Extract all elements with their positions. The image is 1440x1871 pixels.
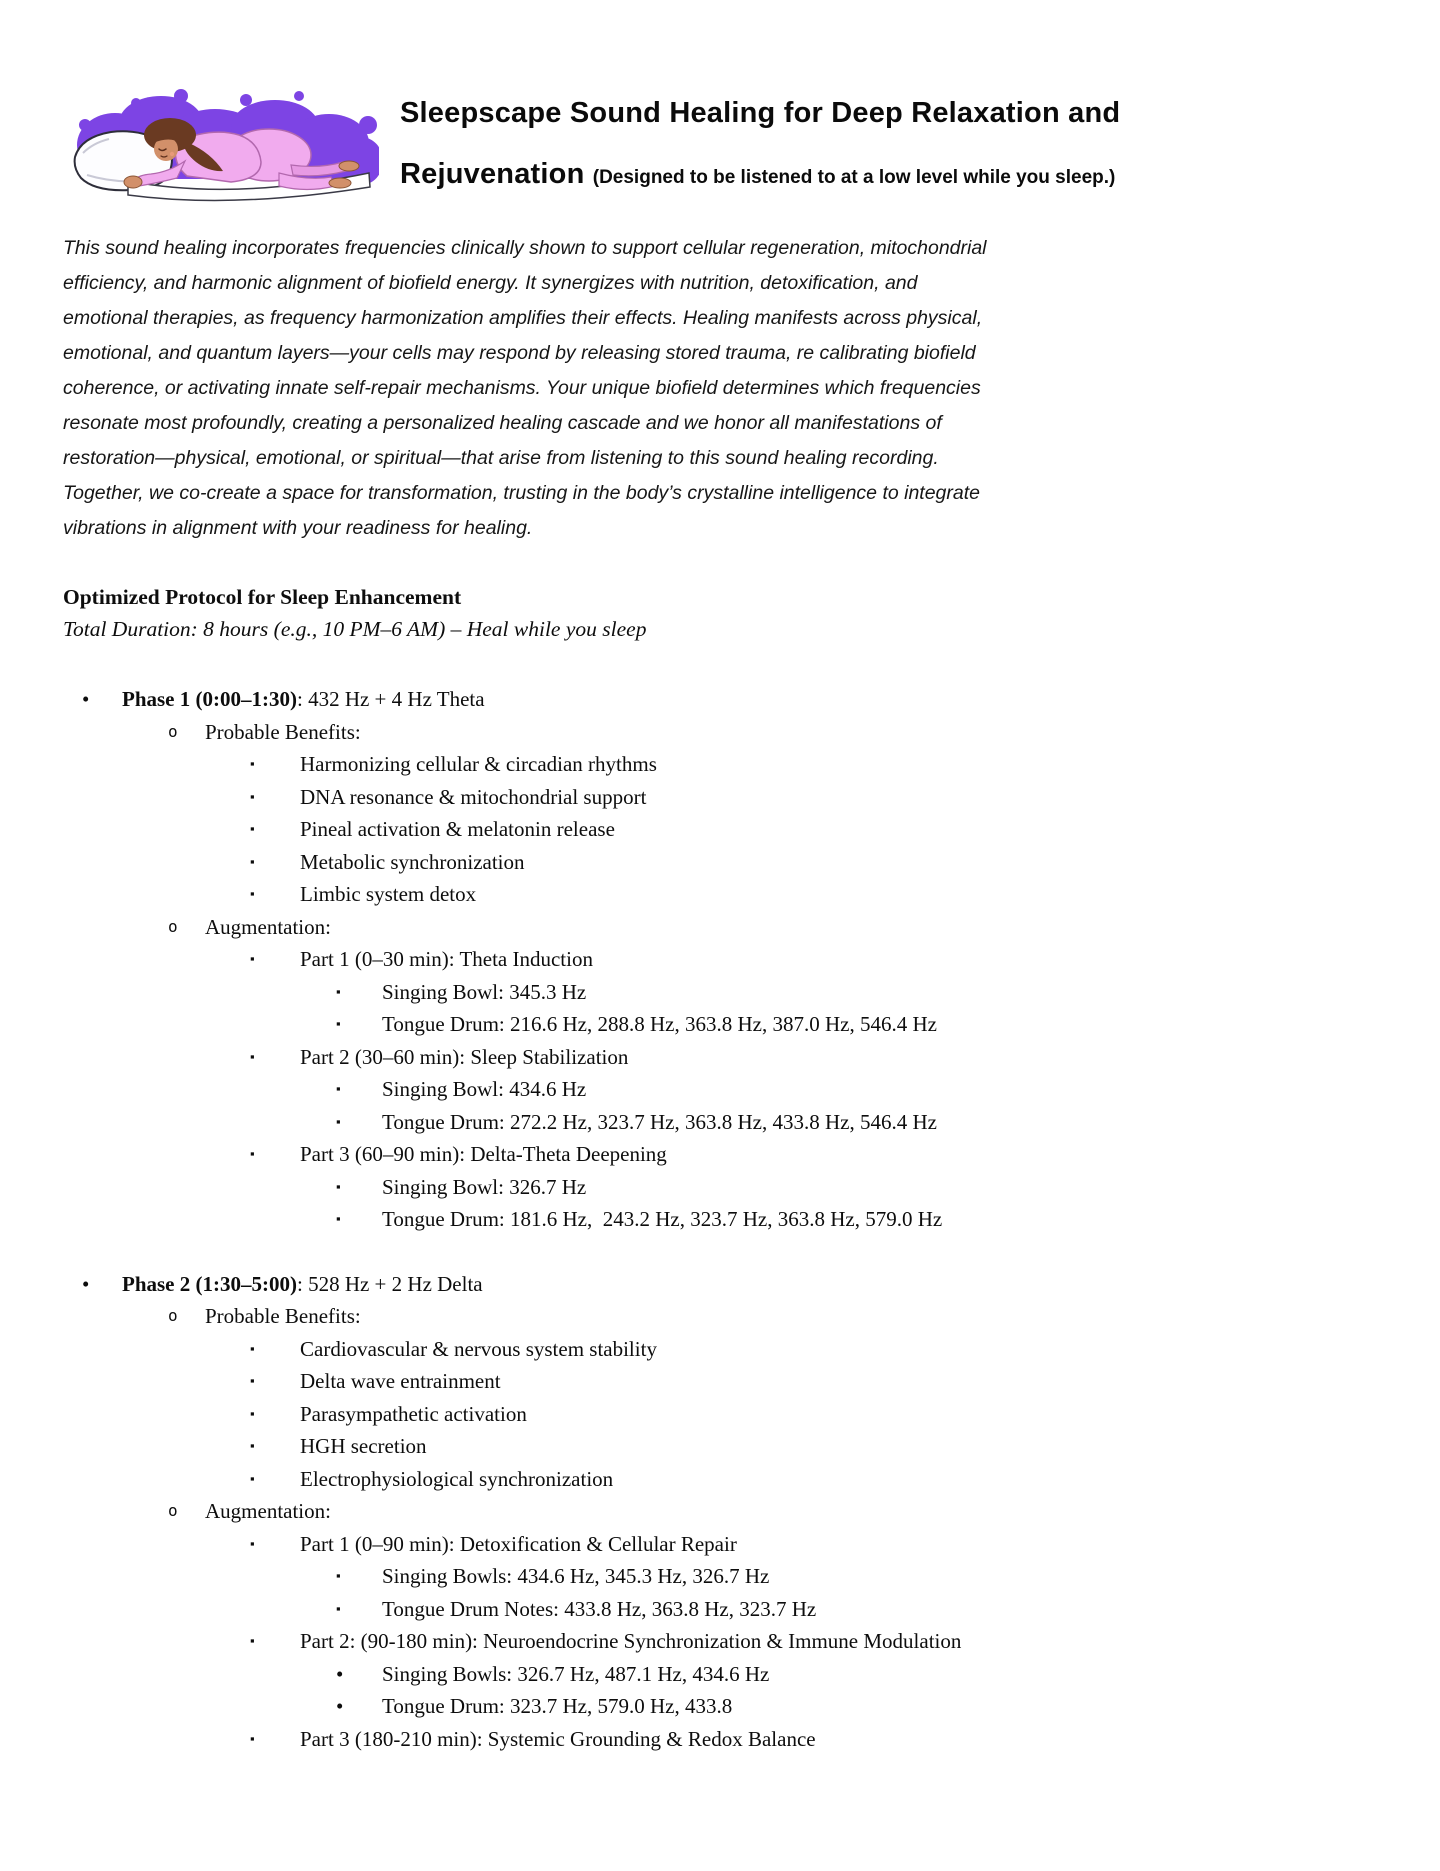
square-bullet-icon: ▪ [250,821,255,836]
title-line-1: Sleepscape Sound Healing for Deep Relaxation and [400,97,1121,129]
list-item [0,878,1440,911]
protocol-list [0,683,1440,1755]
list-item [0,1106,1440,1139]
square-bullet-icon: ▪ [250,886,255,901]
square-bullet-icon: ▪ [336,1568,341,1583]
square-bullet-icon: ▪ [336,1016,341,1031]
intro-line: This sound healing incorporates frequencies clinically shown to support cellular regeneration, mitochondrial [63,237,987,259]
list-item [0,1495,1440,1528]
list-item-text: Phase 2 (1:30–5:00): 528 Hz + 2 Hz Delta [122,1271,483,1296]
list-item-text: Singing Bowl: 345.3 Hz [382,979,587,1004]
intro-line: resonate most profoundly, creating a personalized healing cascade and we honor all manifestations of [63,412,942,434]
protocol-subheading: Total Duration: 8 hours (e.g., 10 PM–6 AM) – Heal while you sleep [63,617,647,641]
square-bullet-icon: ▪ [250,951,255,966]
list-item [0,1008,1440,1041]
list-item [0,1528,1440,1561]
list-item [0,911,1440,944]
circle-bullet-icon: o [168,916,178,936]
list-item [0,1171,1440,1204]
intro-line: emotional therapies, as frequency harmonization amplifies their effects. Healing manifests across physical, [63,307,983,329]
list-item-text: Limbic system detox [300,882,477,906]
list-item-text: Cardiovascular & nervous system stability [300,1336,657,1361]
square-bullet-icon: ▪ [250,1405,255,1421]
list-item [0,1463,1440,1496]
list-item [0,1625,1440,1658]
square-bullet-icon: ▪ [336,1600,341,1616]
list-item [0,683,1440,716]
list-item-text: Pineal activation & melatonin release [300,817,615,841]
disc-bullet-icon: • [82,1271,90,1296]
list-item [0,846,1440,879]
list-item-text: Part 3 (180-210 min): Systemic Grounding & Redox Balance [300,1726,816,1751]
list-item-text: Singing Bowls: 326.7 Hz, 487.1 Hz, 434.6 Hz [382,1661,770,1686]
list-item [0,943,1440,976]
square-bullet-icon: ▪ [250,756,255,771]
list-item [0,1073,1440,1106]
list-item-text: Part 1 (0–30 min): Theta Induction [300,947,593,971]
list-item [0,716,1440,749]
list-item [0,1138,1440,1171]
disc-bullet-icon: • [336,1694,344,1718]
list-item [0,748,1440,781]
list-item [0,1723,1440,1756]
intro-line: efficiency, and harmonic alignment of biofield energy. It synergizes with nutrition, detoxification, and [63,272,918,294]
list-item [0,1333,1440,1366]
square-bullet-icon: ▪ [250,1373,255,1388]
square-bullet-icon: ▪ [336,1081,341,1096]
list-item-text: Part 3 (60–90 min): Delta-Theta Deepening [300,1142,667,1166]
square-bullet-icon: ▪ [250,1340,255,1356]
intro-line: coherence, or activating innate self-repair mechanisms. Your unique biofield determines which frequencies [63,377,981,399]
list-item [0,1430,1440,1463]
square-bullet-icon: ▪ [250,853,255,869]
title-line-2-main: Rejuvenation [400,158,593,190]
list-item [0,1268,1440,1301]
protocol-heading: Optimized Protocol for Sleep Enhancement [63,585,462,609]
list-item-text: Singing Bowl: 434.6 Hz [382,1077,587,1101]
list-item-text: Tongue Drum: 216.6 Hz, 288.8 Hz, 363.8 Hz, 387.0 Hz, 546.4 Hz [382,1012,937,1036]
title-line-2 [400,158,1115,191]
square-bullet-icon: ▪ [250,1048,255,1064]
list-item-text: Singing Bowls: 434.6 Hz, 345.3 Hz, 326.7 Hz [382,1564,770,1588]
intro-line: restoration—physical, emotional, or spiritual—that arise from listening to this sound healing recording. [63,447,939,469]
square-bullet-icon: ▪ [250,1535,255,1551]
square-bullet-icon: ▪ [250,1438,255,1453]
list-item-text: Parasympathetic activation [300,1401,527,1426]
list-item-text: Metabolic synchronization [300,849,525,874]
list-item [0,1560,1440,1593]
list-item [0,781,1440,814]
intro-line: vibrations in alignment with your readiness for healing. [63,517,533,539]
list-item-text: Part 1 (0–90 min): Detoxification & Cellular Repair [300,1531,737,1556]
square-bullet-icon: ▪ [336,983,341,999]
square-bullet-icon: ▪ [336,1178,341,1194]
list-item-text: Probable Benefits: [205,719,361,744]
intro-paragraph [63,231,1403,546]
list-item [0,1658,1440,1691]
list-item [0,1041,1440,1074]
sleeping-woman-illustration [73,83,379,207]
square-bullet-icon: ▪ [336,1211,341,1226]
list-item-text: Augmentation: [205,1499,331,1523]
square-bullet-icon: ▪ [250,1730,255,1746]
list-item-text: Probable Benefits: [205,1304,361,1328]
list-item [0,1300,1440,1333]
list-item [0,1203,1440,1236]
list-item-text: Tongue Drum: 181.6 Hz, 243.2 Hz, 323.7 Hz, 363.8 Hz, 579.0 Hz [382,1207,943,1231]
title-parenthetical-note: (Designed to be listened to at a low level while you sleep.) [592,167,1116,188]
list-item-text: Part 2 (30–60 min): Sleep Stabilization [300,1044,629,1069]
circle-bullet-icon: o [168,721,178,741]
list-item [0,976,1440,1009]
circle-bullet-icon: o [168,1501,178,1520]
square-bullet-icon: ▪ [250,1146,255,1161]
list-item [0,813,1440,846]
list-item [0,1593,1440,1626]
list-item-text: Tongue Drum: 323.7 Hz, 579.0 Hz, 433.8 [382,1694,733,1718]
list-item [0,1365,1440,1398]
list-item-text: Tongue Drum: 272.2 Hz, 323.7 Hz, 363.8 Hz, 433.8 Hz, 546.4 Hz [382,1109,937,1134]
list-item-text: Tongue Drum Notes: 433.8 Hz, 363.8 Hz, 323.7 Hz [382,1596,817,1621]
disc-bullet-icon: • [336,1661,344,1686]
list-item [0,1398,1440,1431]
list-item-text: Electrophysiological synchronization [300,1466,614,1491]
list-item-text: Harmonizing cellular & circadian rhythms [300,752,657,776]
square-bullet-icon: ▪ [250,1470,255,1486]
square-bullet-icon: ▪ [250,1633,255,1648]
square-bullet-icon: ▪ [336,1113,341,1129]
list-item [0,1690,1440,1723]
list-item-bold-label: Phase 1 (0:00–1:30) [122,687,297,711]
list-item-text: Phase 1 (0:00–1:30): 432 Hz + 4 Hz Theta [122,687,485,711]
list-item-bold-label: Phase 2 (1:30–5:00) [122,1271,297,1296]
list-item-text: DNA resonance & mitochondrial support [300,784,647,809]
list-item-text: Augmentation: [205,914,331,939]
intro-line: emotional, and quantum layers—your cells may respond by releasing stored trauma, re calibrating biofield [63,342,976,364]
circle-bullet-icon: o [168,1306,178,1325]
list-item-text: Part 2: (90-180 min): Neuroendocrine Synchronization & Immune Modulation [300,1629,962,1653]
disc-bullet-icon: • [82,687,90,711]
intro-line: Together, we co-create a space for transformation, trusting in the body’s crystalline intelligence to integrate [63,482,981,504]
list-item-text: HGH secretion [300,1434,427,1458]
square-bullet-icon: ▪ [250,788,255,804]
list-item-text: Singing Bowl: 326.7 Hz [382,1174,587,1199]
list-item-text: Delta wave entrainment [300,1369,501,1393]
